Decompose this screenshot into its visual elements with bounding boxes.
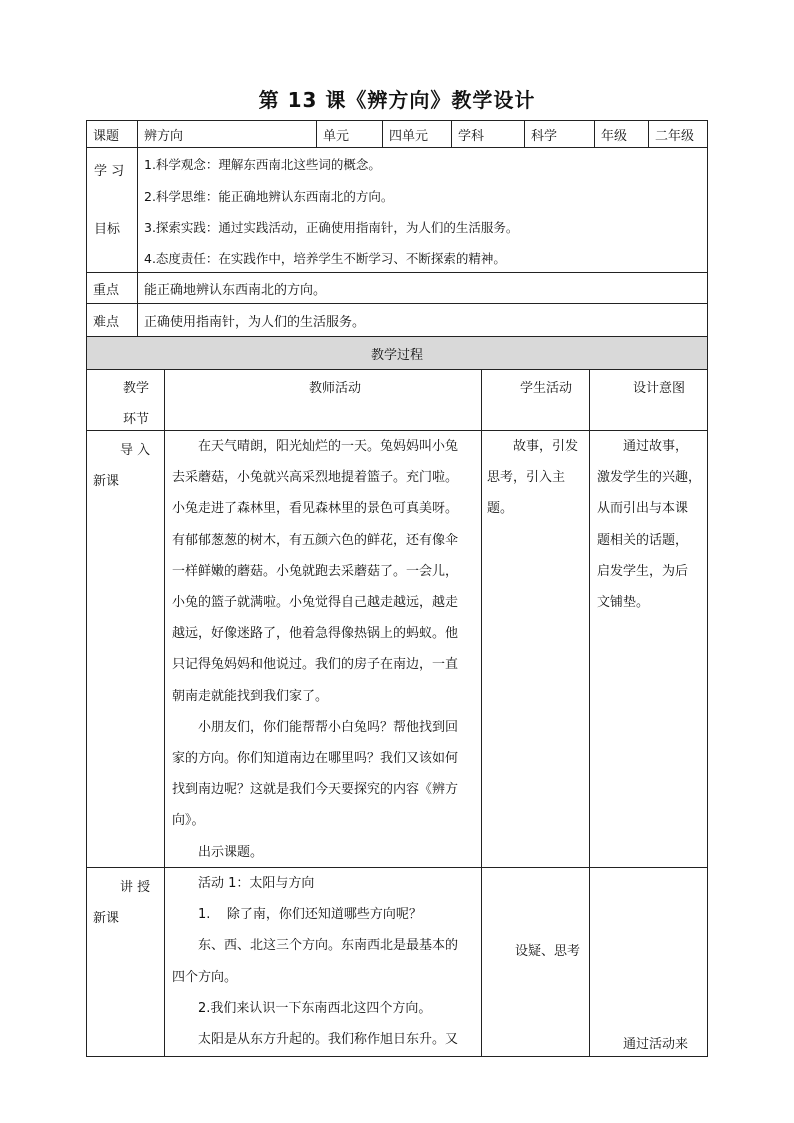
intro-stage-2: 新课 bbox=[93, 474, 120, 489]
lecture-teacher-line: 活动 1：太阳与方向 bbox=[198, 876, 315, 891]
goal-item: 2.科学思维：能正确地辨认东西南北的方向。 bbox=[144, 189, 394, 204]
intro-teacher-line: 小兔的篮子就满啦。小兔觉得自己越走越远，越走 bbox=[172, 595, 459, 611]
intro-teacher-line: 找到南边呢？这就是我们今天要探究的内容《辨方 bbox=[172, 782, 459, 798]
grade-label: 年级 bbox=[594, 120, 649, 148]
intro-student-cell bbox=[481, 430, 590, 868]
teacher-header-cell bbox=[164, 369, 482, 431]
goals-content-cell bbox=[137, 147, 708, 273]
grade-value: 二年级 bbox=[648, 120, 708, 148]
design-header: 设计意图 bbox=[633, 381, 686, 396]
intro-teacher-line: 家的方向。你们知道南边在哪里吗？我们又该如何 bbox=[172, 751, 459, 767]
lecture-teacher-line: 2.我们来认识一下东南西北这四个方向。 bbox=[198, 1000, 432, 1016]
student-header: 学生活动 bbox=[520, 381, 573, 396]
difficulty-value: 正确使用指南针，为人们的生活服务。 bbox=[137, 303, 708, 337]
process-header: 教学过程 bbox=[86, 336, 708, 370]
lecture-teacher-line: 太阳是从东方升起的。我们称作旭日东升。又 bbox=[198, 1032, 459, 1048]
lecture-teacher-line: 东、西、北这三个方向。东南西北是最基本的 bbox=[198, 938, 459, 954]
lecture-stage-cell bbox=[86, 867, 165, 1057]
intro-teacher-cell bbox=[164, 430, 482, 868]
goal-item: 1.科学观念：理解东西南北这些词的概念。 bbox=[144, 157, 381, 172]
lecture-teacher-cell bbox=[164, 867, 482, 1057]
key-point-label: 重点 bbox=[86, 272, 138, 304]
teacher-header: 教师活动 bbox=[309, 381, 362, 396]
lecture-student-text: 设疑、思考 bbox=[515, 944, 581, 959]
goal-item: 3.探索实践：通过实践活动，正确使用指南针，为人们的生活服务。 bbox=[144, 220, 519, 235]
intro-teacher-line: 向》。 bbox=[172, 813, 205, 829]
lesson-value: 辨方向 bbox=[137, 120, 317, 148]
lecture-student-cell bbox=[481, 867, 590, 1057]
intro-teacher-line: 去采蘑菇，小兔就兴高采烈地提着篮子。充门啦。 bbox=[172, 470, 459, 486]
subject-value: 科学 bbox=[524, 120, 595, 148]
intro-design-line: 题相关的话题， bbox=[597, 532, 689, 548]
intro-design-line: 启发学生，为后 bbox=[597, 563, 689, 579]
document-title: 第 13 课《辨方向》教学设计 bbox=[258, 88, 536, 112]
intro-teacher-line: 朝南走就能找到我们家了。 bbox=[172, 688, 329, 704]
design-header-cell bbox=[589, 369, 708, 431]
goals-label-2: 目标 bbox=[94, 222, 121, 237]
intro-teacher-line: 只记得兔妈妈和他说过。我们的房子在南边，一直 bbox=[172, 657, 459, 673]
intro-design-line: 文铺垫。 bbox=[597, 595, 650, 611]
lecture-teacher-line: 1. 除了南，你们还知道哪些方向呢？ bbox=[198, 907, 422, 923]
intro-design-line: 通过故事， bbox=[623, 439, 689, 454]
unit-value: 四单元 bbox=[382, 120, 452, 148]
intro-student-line: 思考，引入主题。 bbox=[487, 470, 566, 517]
lesson-label: 课题 bbox=[86, 120, 138, 148]
intro-design-line: 激发学生的兴趣， bbox=[597, 470, 702, 486]
intro-design-line: 从而引出与本课 bbox=[597, 501, 689, 517]
key-point-value: 能正确地辨认东西南北的方向。 bbox=[137, 272, 708, 304]
difficulty-label: 难点 bbox=[86, 303, 138, 337]
intro-student-line: 故事，引发 bbox=[513, 439, 579, 454]
intro-teacher-line: 出示课题。 bbox=[198, 844, 264, 860]
lecture-stage-1: 讲 授 bbox=[120, 880, 151, 895]
student-header-cell bbox=[481, 369, 590, 431]
goals-label-cell bbox=[86, 147, 138, 273]
subject-label: 学科 bbox=[451, 120, 525, 148]
intro-teacher-line: 小朋友们，你们能帮帮小白兔吗？帮他找到回 bbox=[198, 719, 459, 735]
intro-teacher-line: 越远，好像迷路了，他着急得像热锅上的蚂蚁。他 bbox=[172, 626, 459, 642]
intro-teacher-line: 在天气晴朗，阳光灿烂的一天。兔妈妈叫小兔 bbox=[198, 439, 459, 454]
lecture-design-text: 通过活动来 bbox=[623, 1037, 689, 1052]
lecture-teacher-line: 四个方向。 bbox=[172, 969, 238, 985]
goals-label-1: 学 习 bbox=[94, 164, 125, 179]
stage-header-2: 环节 bbox=[123, 412, 150, 427]
stage-header-1: 教学 bbox=[123, 381, 150, 396]
intro-teacher-line: 一样鲜嫩的蘑菇。小兔就跑去采蘑菇了。一会儿， bbox=[172, 563, 459, 579]
lecture-design-cell bbox=[589, 867, 708, 1057]
unit-label: 单元 bbox=[316, 120, 383, 148]
lecture-stage-2: 新课 bbox=[93, 911, 120, 926]
intro-teacher-line: 有郁郁葱葱的树木，有五颜六色的鲜花，还有像伞 bbox=[172, 532, 459, 548]
intro-stage-1: 导 入 bbox=[120, 443, 151, 458]
stage-header-cell bbox=[86, 369, 165, 431]
goal-item: 4.态度责任：在实践作中，培养学生不断学习、不断探索的精神。 bbox=[144, 251, 506, 266]
intro-stage-cell bbox=[86, 430, 165, 868]
intro-teacher-line: 小兔走进了森林里，看见森林里的景色可真美呀。 bbox=[172, 501, 459, 517]
intro-design-cell bbox=[589, 430, 708, 868]
